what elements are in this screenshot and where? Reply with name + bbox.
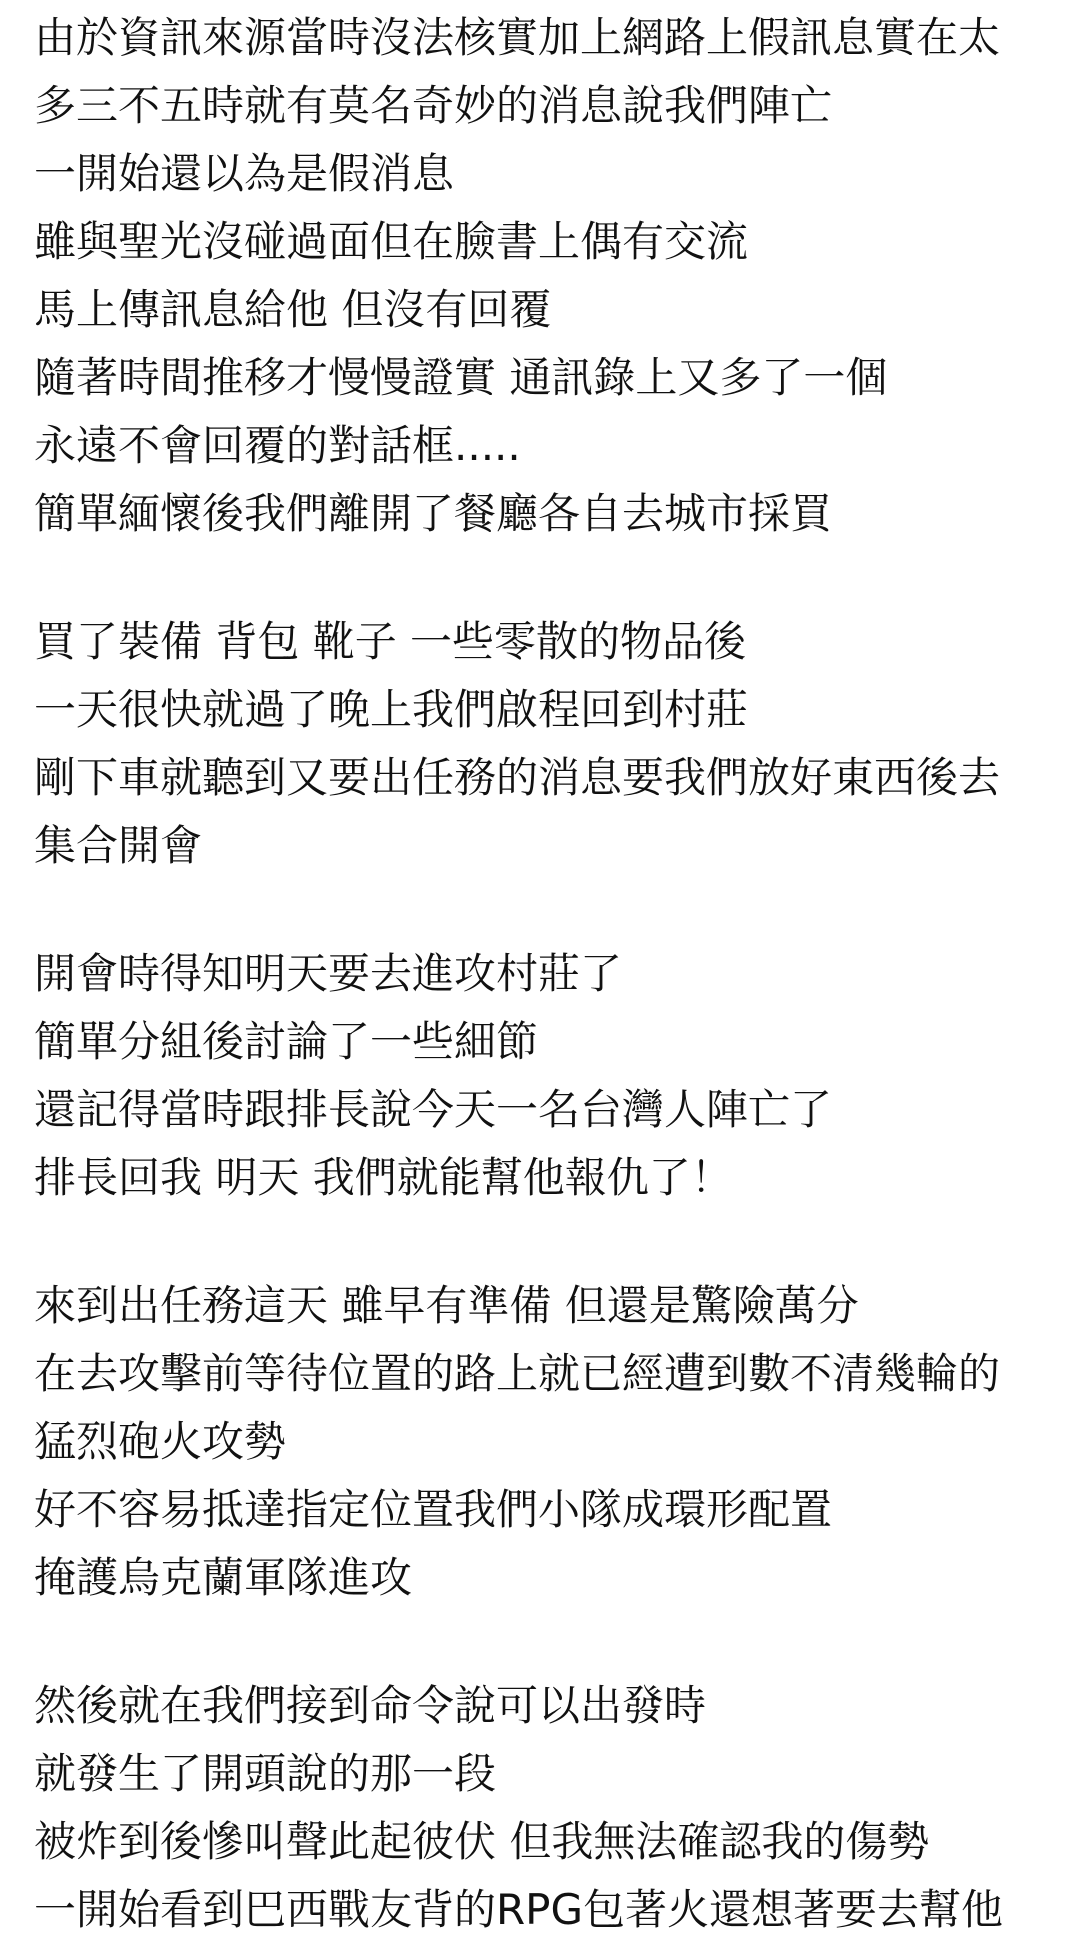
text-line: 馬上傳訊息給他 但沒有回覆 [34,285,552,334]
text-line: 多三不五時就有莫名奇妙的消息說我們陣亡 [34,81,833,130]
text-line: 一天很快就過了晚上我們啟程回到村莊 [34,685,749,734]
text-line: 簡單分組後討論了一些細節 [34,1017,539,1066]
text-line: 永遠不會回覆的對話框..... [34,421,521,470]
text-line: 好不容易抵達指定位置我們小隊成環形配置 [34,1485,833,1534]
paragraph-spacer [34,880,1064,940]
text-line: 然後就在我們接到命令說可以出發時 [34,1681,707,1730]
text-line: 猛烈砲火攻勢 [34,1417,287,1466]
text-line: 雖與聖光沒碰過面但在臉書上偶有交流 [34,217,749,266]
article-text [34,4,1064,1944]
text-line: 一開始還以為是假消息 [34,149,455,198]
text-line: 還記得當時跟排長說今天一名台灣人陣亡了 [34,1085,833,1134]
paragraph-spacer [34,1212,1064,1272]
paragraph-2 [34,608,1064,880]
paragraph-1 [34,4,1064,548]
text-line: 排長回我 明天 我們就能幫他報仇了！ [34,1153,733,1202]
text-line: 掩護烏克蘭軍隊進攻 [34,1553,413,1602]
text-line: 集合開會 [34,821,203,870]
text-line: 剛下車就聽到又要出任務的消息要我們放好東西後去 [34,753,1001,802]
text-line: 就發生了開頭說的那一段 [34,1749,497,1798]
paragraph-5 [34,1672,1064,1944]
text-line: 開會時得知明天要去進攻村莊了 [34,949,623,998]
text-line: 簡單緬懷後我們離開了餐廳各自去城市採買 [34,489,833,538]
paragraph-spacer [34,1612,1064,1672]
text-line: 在去攻擊前等待位置的路上就已經遭到數不清幾輪的 [34,1349,1001,1398]
text-line: 來到出任務這天 雖早有準備 但還是驚險萬分 [34,1281,859,1330]
paragraph-spacer [34,548,1064,608]
text-line: 一開始看到巴西戰友背的RPG包著火還想著要去幫他 [34,1885,1004,1934]
paragraph-3 [34,940,1064,1212]
text-line: 隨著時間推移才慢慢證實 通訊錄上又多了一個 [34,353,888,402]
text-line: 被炸到後慘叫聲此起彼伏 但我無法確認我的傷勢 [34,1817,930,1866]
paragraph-4 [34,1272,1064,1612]
text-line: 買了裝備 背包 靴子 一些零散的物品後 [34,617,747,666]
text-line: 由於資訊來源當時沒法核實加上網路上假訊息實在太 [34,13,1001,62]
